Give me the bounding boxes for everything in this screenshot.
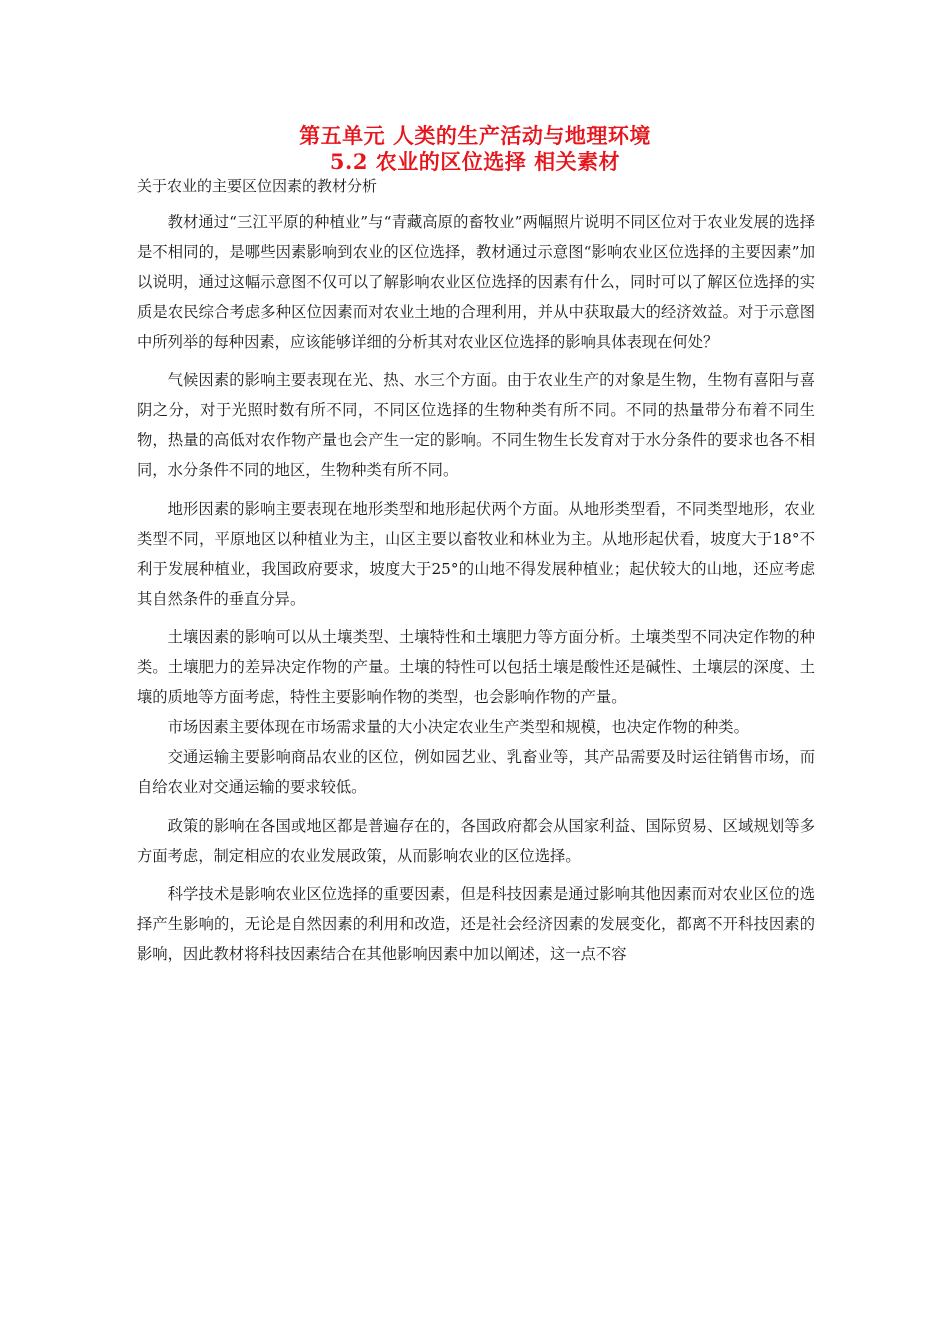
document-title-unit: 第五单元 人类的生产活动与地理环境 <box>299 123 651 148</box>
paragraph-climate: 气候因素的影响主要表现在光、热、水三个方面。由于农业生产的对象是生物，生物有喜阳与喜阴之分，对于光照时数有所不同，不同区位选择的生物种类有所不同。不同的热量带分布着不同生物，热量的高低对农作物产量也会产生一定的影响。不同生物生长发育对于水分条件的要求也各不相同，水分条件不同的地区，生物种类有所不同。 <box>137 371 815 480</box>
paragraph-terrain: 地形因素的影响主要表现在地形类型和地形起伏两个方面。从地形类型看，不同类型地形，农业类型不同，平原地区以种植业为主，山区主要以畜牧业和林业为主。从地形起伏看，坡度大于18°不利于发展种植业，我国政府要求，坡度大于25°的山地不得发展种植业；起伏较大的山地，还应考虑其自然条件的垂直分异。 <box>137 499 815 608</box>
paragraph-market: 市场因素主要体现在市场需求量的大小决定农业生产类型和规模，也决定作物的种类。 <box>167 718 749 737</box>
paragraph-technology: 科学技术是影响农业区位选择的重要因素，但是科技因素是通过影响其他因素而对农业区位的选择产生影响的，无论是自然因素的利用和改造，还是社会经济因素的发展变化，都离不开科技因素的影响，因此教材将科技因素结合在其他影响因素中加以阐述，这一点不容 <box>137 884 815 963</box>
document-title-lesson: 5.2 农业的区位选择 相关素材 <box>329 149 621 174</box>
paragraph-transport: 交通运输主要影响商品农业的区位，例如园艺业、乳畜业等，其产品需要及时运往销售市场，而自给农业对交通运输的要求较低。 <box>137 748 815 797</box>
paragraph-policy: 政策的影响在各国或地区都是普遍存在的，各国政府都会从国家利益、国际贸易、区域规划等多方面考虑，制定相应的农业发展政策，从而影响农业的区位选择。 <box>137 816 815 865</box>
section-heading: 关于农业的主要区位因素的教材分析 <box>137 177 378 195</box>
paragraph-textbook-analysis: 教材通过“三江平原的种植业”与“青藏高原的畜牧业”两幅照片说明不同区位对于农业发展的选择是不相同的，是哪些因素影响到农业的区位选择，教材通过示意图“影响农业区位选择的主要因素”加以说明，通过这幅示意图不仅可以了解影响农业区位选择的因素有什么，同时可以了解区位选择的实质是农民综合考虑多种区位因素而对农业土地的合理利用，并从中获取最大的经济效益。对于示意图中所列举的每种因素，应该能够详细的分析其对农业区位选择的影响具体表现在何处？ <box>137 213 815 351</box>
paragraph-soil: 土壤因素的影响可以从土壤类型、土壤特性和土壤肥力等方面分析。土壤类型不同决定作物的种类。土壤肥力的差异决定作物的产量。土壤的特性可以包括土壤是酸性还是碱性、土壤层的深度、土壤的质地等方面考虑，特性主要影响作物的类型，也会影响作物的产量。 <box>137 628 815 707</box>
document-body <box>137 207 815 977</box>
